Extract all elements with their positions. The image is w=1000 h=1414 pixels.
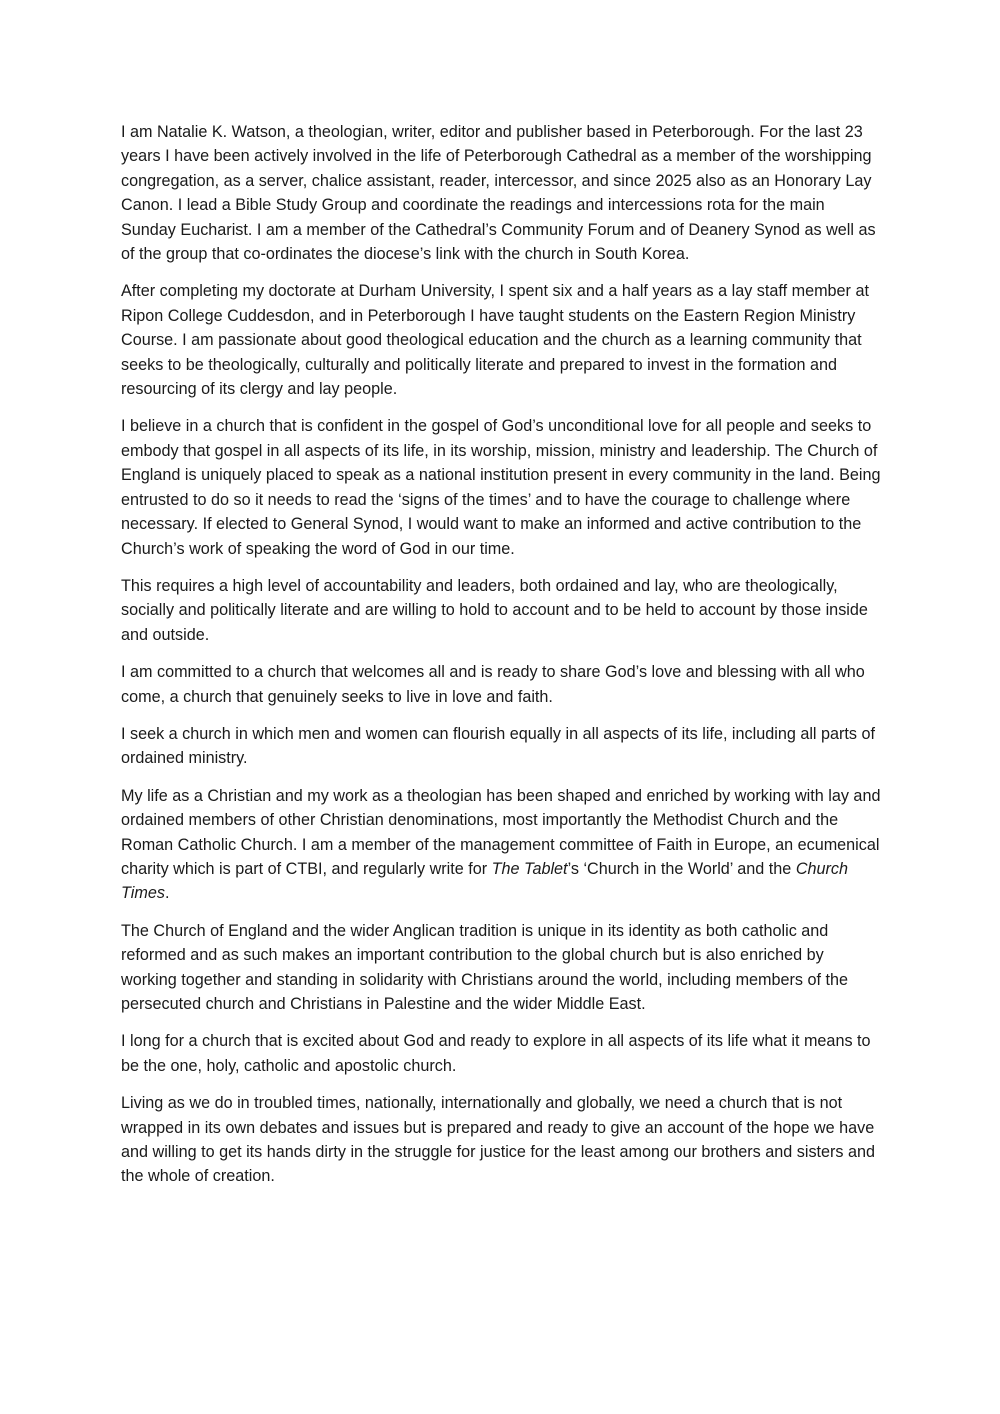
paragraph-introduction: I am Natalie K. Watson, a theologian, writer, editor and publisher based in Peterborough. For the last 23 years I have been actively involved in the life of Peterborough Cathedral as a member of the worshipping congregation, as a server, chalice assistant, reader, intercessor, and since 2025 also as an Honorary Lay Canon. I lead a Bible Study Group and coordinate the readings and intercessions rota for the main Sunday Eucharist. I am a member of the Cathedral’s Community Forum and of Deanery Synod as well as of the group that co-ordinates the diocese’s link with the church in South Korea. bbox=[121, 123, 876, 264]
paragraph-education: After completing my doctorate at Durham University, I spent six and a half years as a lay staff member at Ripon College Cuddesdon, and in Peterborough I have taught students on the Eastern Region Ministry Course. I am passionate about good theological education and the church as a learning community that seeks to be theologically, culturally and politically literate and prepared to invest in the formation and resourcing of its clergy and lay people. bbox=[121, 282, 869, 399]
paragraph-equality: I seek a church in which men and women can flourish equally in all aspects of its life, including all parts of ordained ministry. bbox=[121, 724, 876, 768]
publication-church-times: Church Times bbox=[121, 859, 848, 903]
paragraph-beliefs: I believe in a church that is confident in the gospel of God’s unconditional love for all people and seeks to embody that gospel in all aspects of its life, in its worship, mission, ministry and leadership. The Church of England is uniquely placed to speak as a national institution present in every community in the land. Being entrusted to do so it needs to read the ‘signs of the times’ and to have the courage to challenge where necessary. If elected to General Synod, I would want to make an informed and active contribution to the Church’s work of speaking the word of God in our time. bbox=[121, 417, 881, 558]
paragraph-troubled-times: Living as we do in troubled times, nationally, internationally and globally, we need a church that is not wrapped in its own debates and issues but is prepared and ready to give an account of the hope we have and willing to get its hands dirty in the struggle for justice for the least among our brothers and sisters and the whole of creation. bbox=[121, 1094, 876, 1186]
paragraph-accountability: This requires a high level of accountability and leaders, both ordained and lay, who are theologically, socially and politically literate and are willing to hold to account and to be held to account by those inside and outside. bbox=[121, 576, 868, 644]
paragraph-ecumenical bbox=[121, 784, 881, 906]
ecumenical-text-b: ’s ‘Church in the World’ and the bbox=[567, 859, 796, 878]
publication-the-tablet: The Tablet bbox=[491, 859, 568, 878]
document-body bbox=[121, 120, 881, 1202]
paragraph-anglican-tradition: The Church of England and the wider Anglican tradition is unique in its identity as both catholic and reformed and as such makes an important contribution to the global church but is also enriched by working together and standing in solidarity with Christians around the world, including members of the persecuted church and Christians in Palestine and the wider Middle East. bbox=[121, 921, 849, 1013]
ecumenical-text-a: My life as a Christian and my work as a theologian has been shaped and enriched by working with lay and ordained members of other Christian denominations, most importantly the Methodist Church and the Roman Catholic Church. I am a member of the management committee of Faith in Europe, an ecumenical charity which is part of CTBI, and regularly write for bbox=[121, 786, 881, 878]
paragraph-welcome: I am committed to a church that welcomes all and is ready to share God’s love and blessing with all who come, a church that genuinely seeks to live in love and faith. bbox=[121, 663, 865, 706]
paragraph-longing: I long for a church that is excited about God and ready to explore in all aspects of its life what it means to be the one, holy, catholic and apostolic church. bbox=[121, 1032, 871, 1075]
ecumenical-text-c: . bbox=[164, 884, 170, 903]
